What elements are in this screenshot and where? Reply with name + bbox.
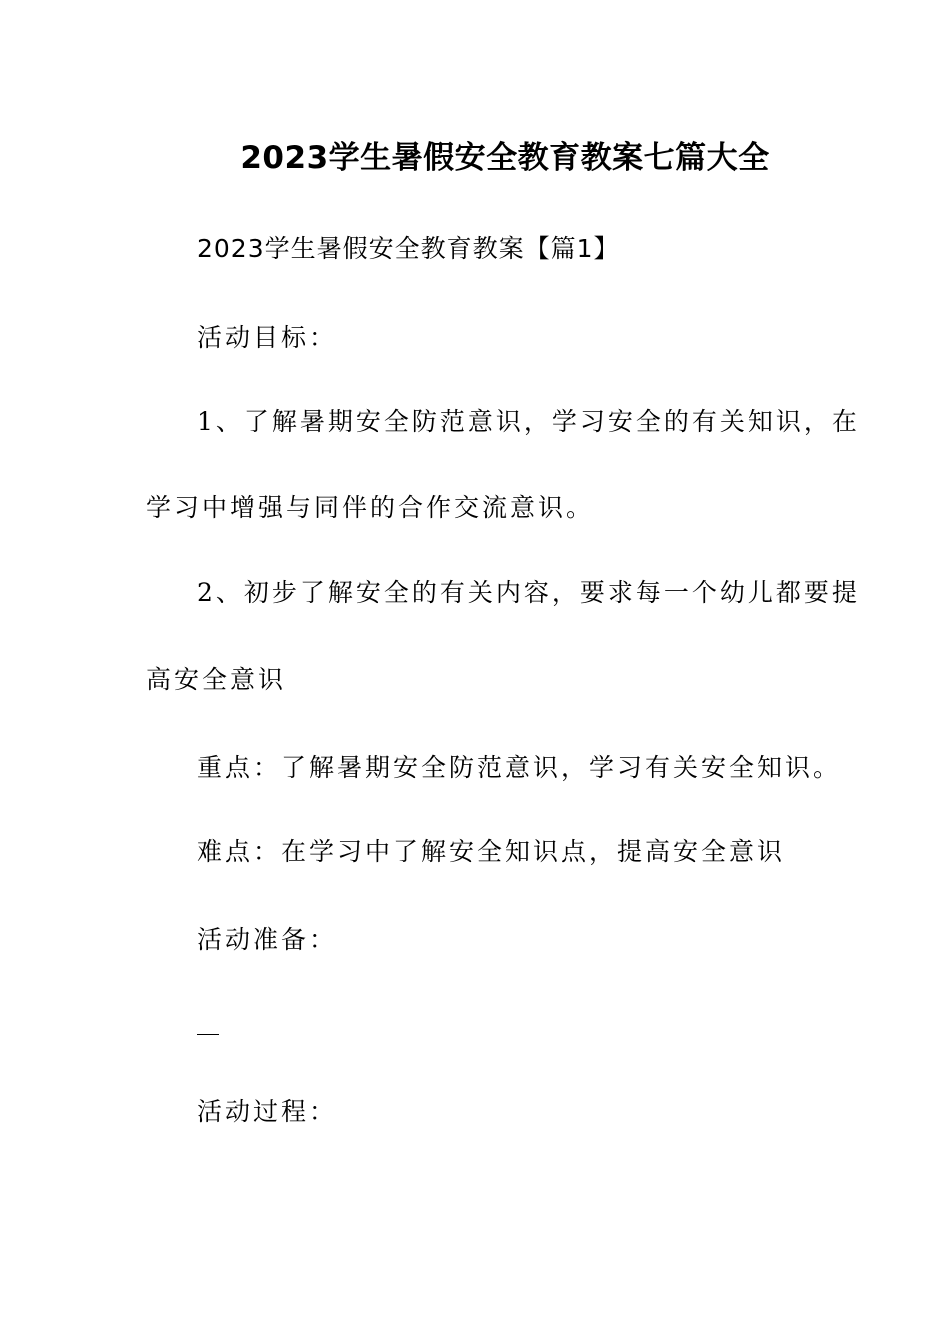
section-heading: 2023学生暑假安全教育教案【篇1】 (197, 234, 620, 263)
paragraph-difficulties: 难点：在学习中了解安全知识点，提高安全意识 (197, 837, 786, 866)
paragraph-goal-2-continued: 高安全意识 (146, 665, 287, 694)
paragraph-goal-1: 1、了解暑期安全防范意识，学习安全的有关知识，在 (197, 407, 860, 436)
paragraph-goal-2: 2、初步了解安全的有关内容，要求每一个幼儿都要提 (197, 578, 860, 607)
paragraph-preparation-label: 活动准备： (197, 925, 338, 954)
paragraph-process-label: 活动过程： (197, 1097, 338, 1126)
paragraph-activity-goals-label: 活动目标： (197, 323, 338, 352)
preparation-dash-divider (197, 1034, 219, 1035)
document-title: 2023学生暑假安全教育教案七篇大全 (240, 140, 770, 176)
paragraph-key-points: 重点：了解暑期安全防范意识，学习有关安全知识。 (197, 753, 842, 782)
paragraph-goal-1-continued: 学习中增强与同伴的合作交流意识。 (146, 493, 595, 522)
